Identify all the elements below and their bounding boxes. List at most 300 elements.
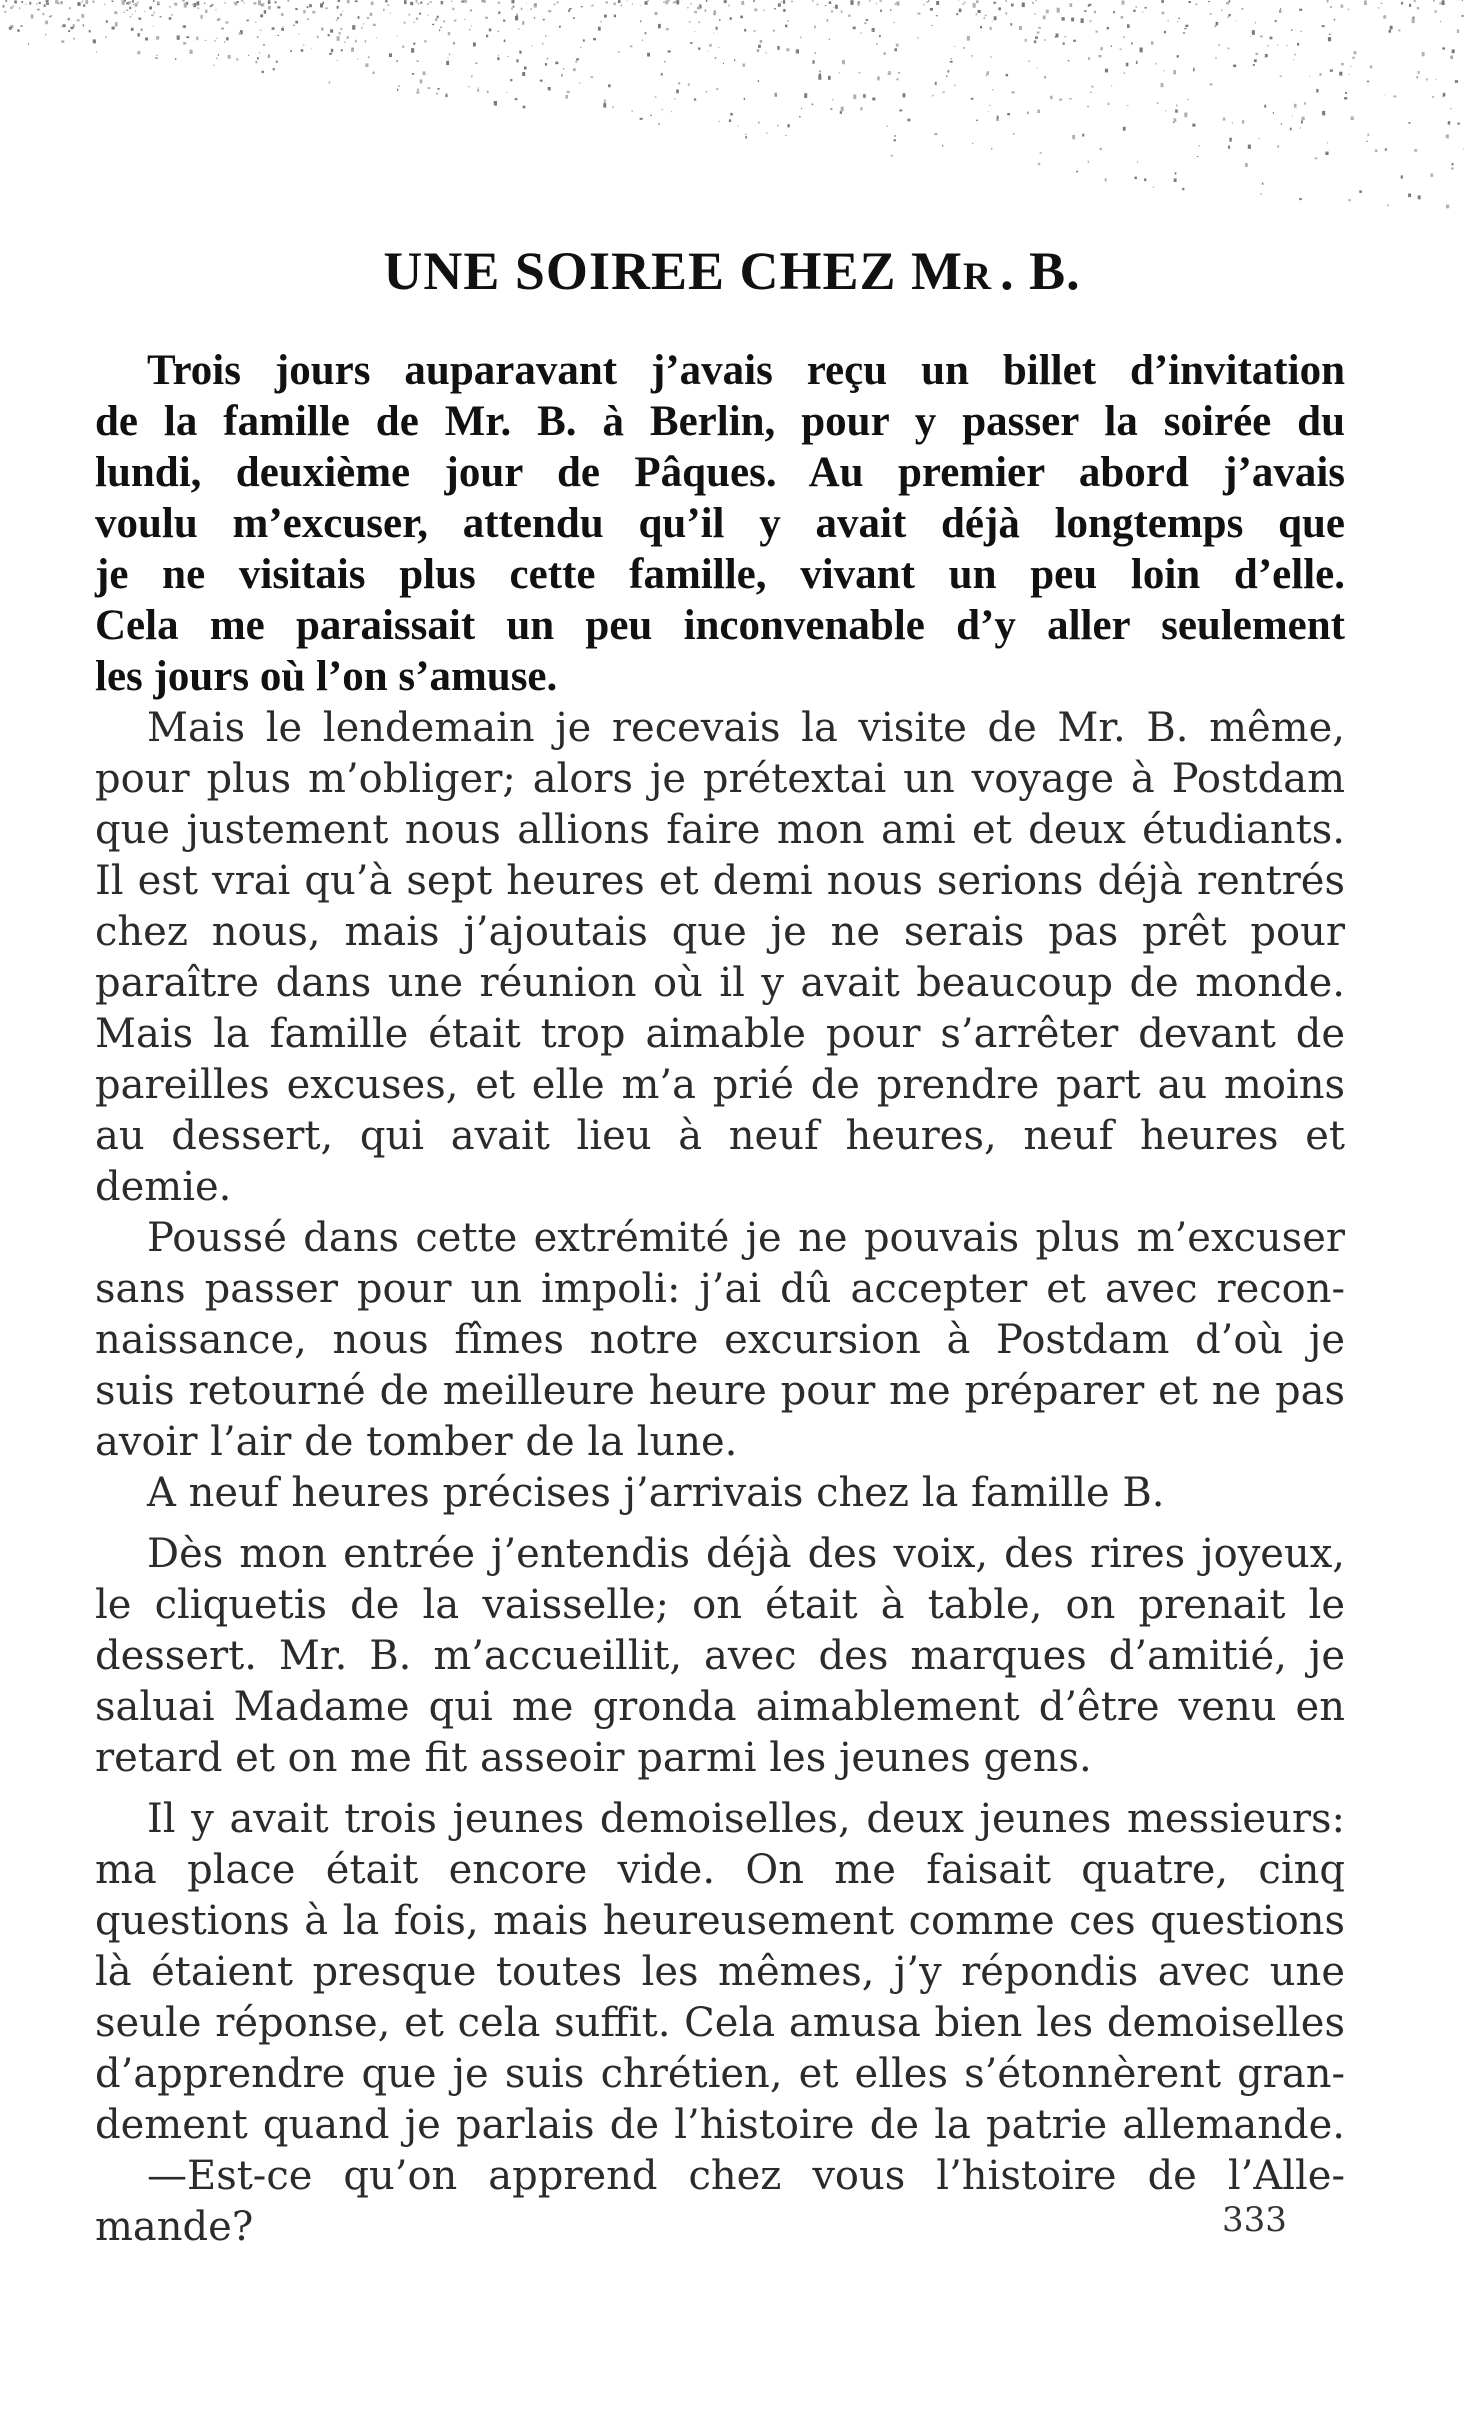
- text-line: seule réponse, et cela suffit. Cela amusa bien les demoiselles: [95, 2000, 1345, 2046]
- speckle-dot: [883, 52, 886, 55]
- speckle-dot: [1309, 76, 1310, 77]
- speckle-dot: [1131, 42, 1133, 44]
- speckle-dot: [1277, 44, 1278, 46]
- speckle-dot: [863, 94, 866, 98]
- speckle-dot: [1193, 69, 1195, 71]
- speckle-dot: [1111, 86, 1112, 87]
- speckle-dot: [894, 135, 895, 137]
- text-line: —Est-ce qu’on apprend chez vous l’histoire de l’Alle-: [147, 2153, 1345, 2199]
- speckle-dot: [71, 27, 74, 30]
- speckle-dot: [569, 8, 571, 10]
- speckle-dot: [196, 37, 198, 41]
- speckle-dot: [397, 89, 398, 91]
- speckle-dot: [1451, 168, 1454, 170]
- speckle-dot: [573, 17, 575, 19]
- speckle-dot: [1349, 74, 1350, 75]
- speckle-dot: [662, 109, 663, 110]
- speckle-dot: [567, 91, 570, 93]
- speckle-dot: [255, 22, 257, 23]
- speckle-dot: [73, 38, 75, 40]
- speckle-dot: [498, 31, 499, 32]
- speckle-dot: [1264, 57, 1266, 58]
- speckle-dot: [719, 121, 720, 123]
- speckle-dot: [404, 0, 407, 4]
- speckle-dot: [655, 96, 657, 98]
- speckle-dot: [224, 41, 225, 42]
- speckle-dot: [841, 11, 843, 13]
- speckle-dot: [579, 82, 580, 83]
- speckle-dot: [29, 2, 31, 5]
- speckle-dot: [1260, 193, 1261, 195]
- text-line: Trois jours auparavant j’avais reçu un billet d’invitation: [147, 347, 1345, 394]
- text-line: paraître dans une réunion où il y avait beaucoup de monde.: [95, 960, 1345, 1006]
- speckle-dot: [812, 0, 814, 2]
- speckle-dot: [36, 3, 38, 4]
- speckle-dot: [835, 5, 838, 9]
- speckle-dot: [1096, 31, 1098, 33]
- speckle-dot: [413, 22, 415, 23]
- speckle-dot: [1069, 98, 1071, 100]
- speckle-dot: [1381, 3, 1383, 4]
- speckle-dot: [1384, 95, 1385, 96]
- speckle-dot: [1264, 105, 1266, 108]
- speckle-dot: [338, 0, 340, 2]
- speckle-dot: [1330, 6, 1332, 8]
- speckle-dot: [1094, 11, 1096, 14]
- speckle-dot: [258, 0, 261, 5]
- speckle-dot: [559, 26, 561, 28]
- speckle-dot: [273, 68, 275, 70]
- speckle-dot: [1450, 56, 1453, 60]
- speckle-dot: [548, 87, 551, 90]
- speckle-dot: [390, 13, 391, 14]
- speckle-dot: [1364, 1, 1367, 6]
- speckle-dot: [1007, 113, 1010, 115]
- speckle-dot: [154, 12, 156, 14]
- speckle-dot: [83, 24, 84, 26]
- speckle-dot: [1409, 4, 1411, 7]
- speckle-dot: [365, 63, 368, 67]
- speckle-dot: [347, 36, 349, 39]
- text-line: demie.: [95, 1164, 232, 1210]
- speckle-dot: [557, 2, 559, 4]
- speckle-dot: [689, 21, 691, 22]
- speckle-dot: [428, 87, 431, 89]
- speckle-dot: [483, 0, 486, 3]
- speckle-dot: [841, 107, 844, 112]
- speckle-dot: [452, 8, 454, 11]
- speckle-dot: [257, 57, 259, 59]
- speckle-dot: [1137, 161, 1138, 163]
- speckle-dot: [1422, 52, 1425, 56]
- speckle-dot: [1187, 99, 1189, 100]
- speckle-dot: [1409, 122, 1411, 124]
- speckle-dot: [632, 4, 633, 5]
- speckle-dot: [402, 46, 404, 48]
- speckle-dot: [866, 19, 869, 21]
- speckle-dot: [664, 61, 665, 62]
- speckle-dot: [1334, 19, 1336, 21]
- speckle-dot: [241, 0, 243, 2]
- speckle-dot: [814, 26, 816, 29]
- speckle-dot: [742, 1, 744, 2]
- speckle-dot: [1174, 179, 1177, 182]
- speckle-dot: [766, 52, 767, 53]
- speckle-dot: [303, 10, 306, 13]
- speckle-dot: [903, 94, 906, 97]
- speckle-dot: [1233, 65, 1236, 68]
- speckle-dot: [972, 143, 973, 144]
- speckle-dot: [795, 52, 797, 53]
- speckle-dot: [45, 34, 46, 36]
- speckle-dot: [833, 7, 834, 8]
- speckle-dot: [754, 8, 757, 11]
- speckle-dot: [985, 15, 987, 17]
- speckle-dot: [967, 36, 970, 41]
- speckle-dot: [1177, 55, 1179, 57]
- speckle-dot: [848, 15, 850, 17]
- speckle-dot: [935, 82, 937, 84]
- speckle-dot: [516, 14, 517, 16]
- speckle-dot: [1105, 69, 1108, 73]
- speckle-dot: [1145, 7, 1147, 9]
- speckle-dot: [1417, 77, 1419, 79]
- speckle-dot: [1043, 16, 1046, 20]
- speckle-dot: [135, 3, 138, 7]
- speckle-dot: [519, 51, 521, 54]
- speckle-dot: [451, 1, 452, 2]
- speckle-dot: [432, 24, 434, 25]
- speckle-dot: [534, 4, 536, 6]
- speckle-dot: [1144, 178, 1146, 181]
- speckle-dot: [1216, 22, 1219, 25]
- speckle-dot: [255, 61, 257, 64]
- speckle-dot: [515, 16, 518, 21]
- speckle-dot: [1142, 12, 1143, 13]
- speckle-dot: [82, 1, 84, 3]
- speckle-dot: [663, 2, 664, 3]
- speckle-dot: [5, 0, 7, 1]
- speckle-dot: [1345, 92, 1347, 94]
- speckle-dot: [709, 44, 712, 47]
- speckle-dot: [478, 87, 479, 88]
- speckle-dot: [876, 43, 877, 44]
- speckle-dot: [773, 30, 774, 32]
- speckle-dot: [1062, 17, 1065, 20]
- speckle-dot: [44, 4, 46, 7]
- speckle-dot: [1378, 7, 1380, 8]
- speckle-dot: [156, 55, 157, 56]
- speckle-dot: [471, 75, 472, 77]
- speckle-dot: [1267, 45, 1269, 46]
- speckle-dot: [1035, 0, 1037, 1]
- speckle-dot: [958, 0, 959, 1]
- speckle-dot: [763, 9, 764, 11]
- speckle-dot: [1299, 9, 1302, 11]
- speckle-dot: [257, 36, 259, 38]
- speckle-dot: [1022, 3, 1025, 8]
- speckle-dot: [1348, 9, 1349, 11]
- speckle-dot: [396, 60, 398, 62]
- speckle-dot: [1439, 3, 1441, 5]
- speckle-dot: [1221, 9, 1222, 11]
- text-line: avoir l’air de tomber de la lune.: [95, 1419, 738, 1465]
- speckle-dot: [746, 134, 747, 135]
- speckle-dot: [62, 24, 65, 27]
- speckle-dot: [591, 6, 592, 7]
- speckle-dot: [77, 2, 80, 6]
- speckle-dot: [830, 108, 832, 110]
- speckle-dot: [984, 17, 985, 19]
- speckle-dot: [1426, 78, 1428, 80]
- speckle-dot: [1184, 114, 1185, 115]
- speckle-dot: [640, 5, 641, 6]
- speckle-dot: [387, 4, 389, 5]
- speckle-dot: [760, 40, 763, 43]
- speckle-dot: [371, 2, 374, 5]
- text-line: retard et on me fit asseoir parmi les jeunes gens.: [95, 1735, 1092, 1781]
- speckle-dot: [311, 48, 312, 49]
- speckle-dot: [608, 84, 611, 87]
- text-line: sans passer pour un impoli: j’ai dû accepter et avec recon-: [95, 1266, 1345, 1312]
- speckle-dot: [753, 30, 755, 32]
- speckle-dot: [547, 58, 549, 60]
- speckle-dot: [1013, 133, 1014, 135]
- speckle-dot: [1341, 5, 1344, 8]
- speckle-dot: [897, 1, 900, 5]
- speckle-dot: [1432, 96, 1434, 97]
- speckle-dot: [1344, 97, 1347, 99]
- speckle-dot: [598, 27, 601, 31]
- speckle-dot: [106, 21, 108, 23]
- speckle-dot: [14, 0, 17, 3]
- speckle-dot: [263, 44, 265, 46]
- speckle-dot: [287, 0, 289, 1]
- speckle-dot: [997, 115, 999, 117]
- speckle-dot: [1291, 29, 1292, 31]
- speckle-dot: [632, 110, 633, 112]
- speckle-dot: [1090, 20, 1092, 22]
- speckle-dot: [604, 101, 606, 103]
- speckle-dot: [1027, 112, 1028, 114]
- speckle-dot: [196, 1, 199, 5]
- speckle-dot: [262, 71, 264, 73]
- speckle-dot: [1108, 103, 1110, 105]
- speckle-dot: [290, 50, 292, 52]
- speckle-dot: [112, 1, 114, 3]
- speckle-dot: [464, 0, 467, 3]
- speckle-dot: [740, 16, 743, 19]
- speckle-dot: [791, 1, 793, 3]
- speckle-dot: [489, 29, 492, 32]
- speckle-dot: [1124, 73, 1125, 74]
- speckle-dot: [1011, 4, 1014, 7]
- speckle-dot: [130, 16, 132, 18]
- speckle-dot: [698, 48, 700, 50]
- speckle-dot: [707, 51, 708, 52]
- speckle-dot: [678, 82, 680, 84]
- speckle-dot: [694, 98, 696, 100]
- speckle-dot: [1065, 36, 1067, 37]
- speckle-dot: [1210, 13, 1212, 15]
- speckle-dot: [890, 9, 891, 11]
- speckle-dot: [370, 13, 372, 15]
- speckle-dot: [1068, 60, 1070, 61]
- speckle-dot: [777, 46, 779, 50]
- speckle-dot: [930, 8, 933, 11]
- speckle-dot: [880, 0, 882, 2]
- speckle-dot: [917, 37, 918, 38]
- speckle-dot: [1019, 26, 1022, 30]
- speckle-dot: [68, 18, 70, 20]
- speckle-dot: [676, 0, 679, 4]
- speckle-dot: [31, 14, 34, 18]
- speckle-dot: [876, 3, 877, 5]
- speckle-dot: [1232, 123, 1233, 124]
- speckle-dot: [563, 68, 564, 69]
- speckle-dot: [1127, 105, 1129, 106]
- speckle-dot: [948, 70, 950, 72]
- speckle-dot: [420, 80, 423, 83]
- speckle-dot: [566, 95, 569, 99]
- speckle-dot: [1354, 51, 1357, 54]
- speckle-dot: [105, 36, 106, 38]
- speckle-dot: [176, 36, 178, 37]
- speckle-dot: [4, 11, 6, 13]
- speckle-dot: [1072, 135, 1075, 139]
- speckle-dot: [214, 40, 215, 41]
- speckle-dot: [1184, 28, 1186, 29]
- speckle-dot: [1462, 15, 1464, 17]
- speckle-dot: [926, 1, 927, 3]
- speckle-dot: [778, 3, 781, 6]
- speckle-dot: [132, 0, 134, 2]
- speckle-dot: [842, 60, 845, 64]
- speckle-dot: [744, 98, 745, 100]
- speckle-dot: [1111, 46, 1112, 47]
- speckle-dot: [1182, 188, 1184, 190]
- speckle-dot: [498, 2, 501, 4]
- speckle-dot: [1088, 161, 1089, 163]
- speckle-dot: [1280, 8, 1281, 10]
- speckle-dot: [259, 52, 260, 53]
- speckle-dot: [645, 32, 647, 34]
- speckle-dot: [1123, 127, 1126, 131]
- speckle-dot: [942, 145, 943, 147]
- speckle-dot: [160, 16, 162, 17]
- speckle-dot: [503, 20, 505, 22]
- speckle-dot: [951, 58, 953, 60]
- speckle-dot: [545, 35, 547, 37]
- speckle-dot: [1443, 93, 1446, 97]
- speckle-dot: [413, 43, 415, 45]
- speckle-dot: [1210, 83, 1213, 85]
- speckle-dot: [412, 73, 414, 75]
- speckle-dot: [932, 95, 933, 97]
- speckle-dot: [1452, 49, 1455, 53]
- speckle-dot: [860, 107, 862, 110]
- speckle-dot: [1448, 121, 1450, 123]
- page-number: 333: [1222, 2200, 1287, 2240]
- speckle-dot: [312, 11, 315, 14]
- speckle-dot: [156, 36, 159, 40]
- speckle-dot: [69, 7, 71, 9]
- speckle-dot: [469, 29, 471, 31]
- speckle-dot: [1100, 148, 1102, 150]
- speckle-dot: [1414, 149, 1417, 152]
- speckle-dot: [1387, 204, 1389, 206]
- speckle-dot: [1294, 104, 1297, 108]
- speckle-dot: [648, 0, 649, 1]
- text-line: questions à la fois, mais heureusement comme ces questions: [95, 1898, 1345, 1944]
- speckle-dot: [1229, 138, 1232, 142]
- speckle-dot: [1034, 14, 1036, 15]
- speckle-dot: [575, 61, 577, 63]
- speckle-dot: [886, 125, 888, 126]
- speckle-dot: [990, 56, 992, 57]
- speckle-dot: [980, 26, 982, 29]
- speckle-dot: [309, 4, 312, 7]
- speckle-dot: [367, 17, 369, 19]
- speckle-dot: [45, 21, 48, 25]
- speckle-dot: [523, 106, 526, 109]
- speckle-dot: [1446, 134, 1449, 138]
- speckle-dot: [1412, 18, 1415, 23]
- speckle-dot: [1091, 86, 1093, 88]
- speckle-dot: [1350, 66, 1351, 67]
- speckle-dot: [674, 98, 675, 99]
- speckle-dot: [1162, 12, 1165, 15]
- speckle-dot: [169, 6, 170, 7]
- text-line: suis retourné de meilleure heure pour me préparer et ne pas: [95, 1368, 1345, 1414]
- speckle-dot: [936, 15, 938, 16]
- speckle-dot: [976, 13, 978, 15]
- speckle-dot: [135, 11, 136, 12]
- speckle-dot: [347, 0, 350, 3]
- speckle-dot: [1164, 31, 1166, 34]
- speckle-dot: [1300, 127, 1301, 129]
- speckle-dot: [239, 32, 241, 35]
- speckle-dot: [373, 24, 376, 26]
- speckle-dot: [1408, 194, 1411, 198]
- speckle-dot: [1252, 30, 1255, 35]
- speckle-dot: [511, 0, 514, 3]
- speckle-dot: [1367, 81, 1369, 83]
- speckle-dot: [614, 2, 616, 5]
- speckle-dot: [545, 63, 547, 66]
- speckle-dot: [10, 7, 12, 9]
- speckle-dot: [658, 24, 661, 28]
- speckle-dot: [506, 92, 507, 93]
- speckle-dot: [261, 3, 264, 6]
- speckle-dot: [409, 14, 411, 16]
- speckle-dot: [1090, 92, 1092, 93]
- speckle-dot: [1076, 171, 1078, 172]
- speckle-dot: [129, 7, 131, 10]
- speckle-dot: [435, 18, 437, 21]
- speckle-dot: [530, 8, 532, 10]
- text-line: que justement nous allions faire mon ami et deux étudiants.: [95, 807, 1345, 853]
- speckle-dot: [423, 71, 426, 75]
- speckle-dot: [698, 22, 700, 24]
- speckle-dot: [128, 1, 131, 3]
- speckle-dot: [510, 79, 512, 81]
- speckle-dot: [508, 56, 509, 57]
- speckle-dot: [1176, 104, 1177, 106]
- speckle-dot: [996, 119, 999, 121]
- speckle-dot: [1136, 62, 1138, 64]
- speckle-dot: [853, 27, 856, 30]
